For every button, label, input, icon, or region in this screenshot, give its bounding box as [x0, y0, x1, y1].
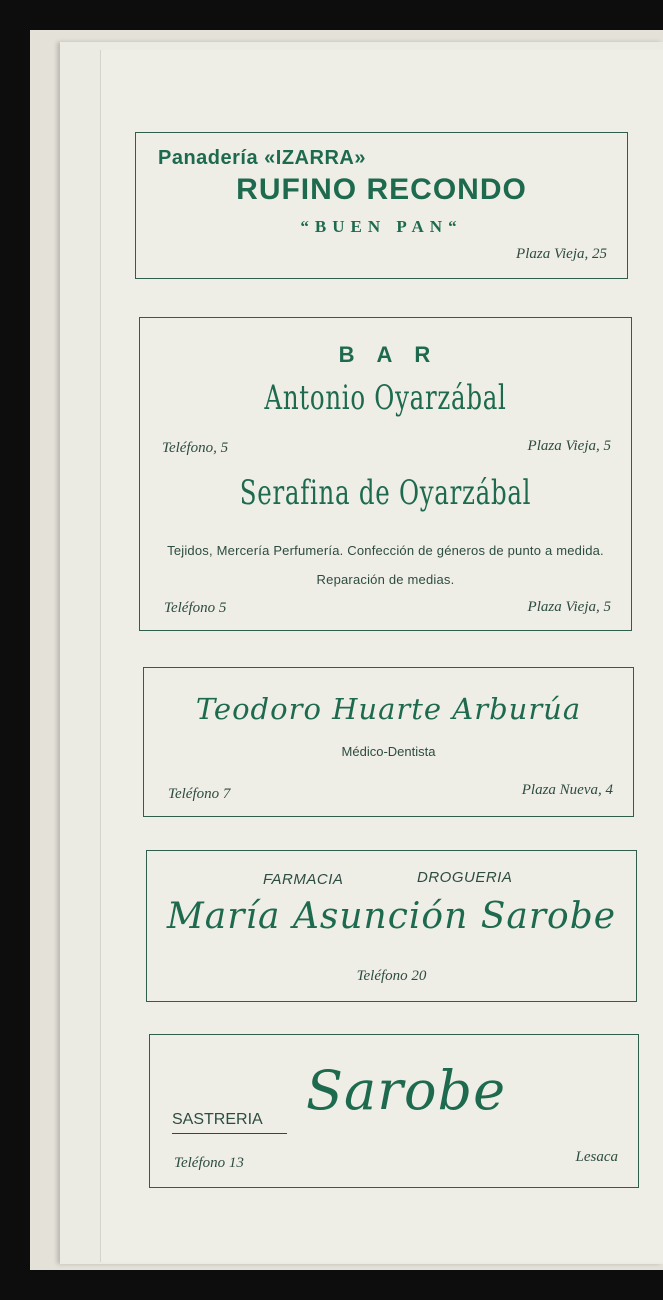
dentista-phone: Teléfono 7: [168, 786, 231, 802]
bar-owner-name: Antonio Oyarzábal: [264, 378, 507, 418]
dentista-name: Teodoro Huarte Arburúa: [195, 692, 582, 726]
ad-sastreria: [149, 1034, 639, 1188]
panaderia-address: Plaza Vieja, 25: [516, 246, 607, 262]
sastreria-phone: Teléfono 13: [174, 1155, 244, 1171]
bar-heading: BAR: [338, 342, 453, 367]
drogueria-label: DROGUERIA: [417, 869, 513, 886]
panaderia-owner: RUFINO RECONDO: [236, 173, 527, 206]
sastreria-name: Sarobe: [306, 1059, 507, 1122]
ad-panaderia: [135, 132, 628, 279]
panaderia-line1: Panadería «IZARRA»: [158, 147, 366, 169]
ad-dentista: [143, 667, 634, 817]
sastreria-label: SASTRERIA: [172, 1111, 287, 1134]
panaderia-slogan: “BUEN PAN“: [300, 217, 463, 236]
farmacia-label: FARMACIA: [263, 871, 344, 888]
sastreria-address: Lesaca: [575, 1149, 618, 1165]
tejidos-owner-name: Serafina de Oyarzábal: [239, 473, 532, 513]
bar-phone: Teléfono, 5: [162, 440, 229, 456]
bar-address: Plaza Vieja, 5: [527, 438, 611, 454]
dentista-role: Médico-Dentista: [341, 744, 436, 759]
ad-farmacia: [146, 850, 637, 1002]
farmacia-phone: Teléfono 20: [356, 968, 427, 984]
farmacia-owner-name: María Asunción Sarobe: [166, 896, 617, 937]
tejidos-phone: Teléfono 5: [164, 600, 227, 616]
tejidos-description: Tejidos, Mercería Perfumería. Confección de géneros de punto a medida. Reparación de medias.: [167, 543, 604, 587]
ad-bar-tejidos: [139, 317, 632, 631]
tejidos-address: Plaza Vieja, 5: [527, 599, 611, 615]
dentista-address: Plaza Nueva, 4: [521, 782, 613, 798]
